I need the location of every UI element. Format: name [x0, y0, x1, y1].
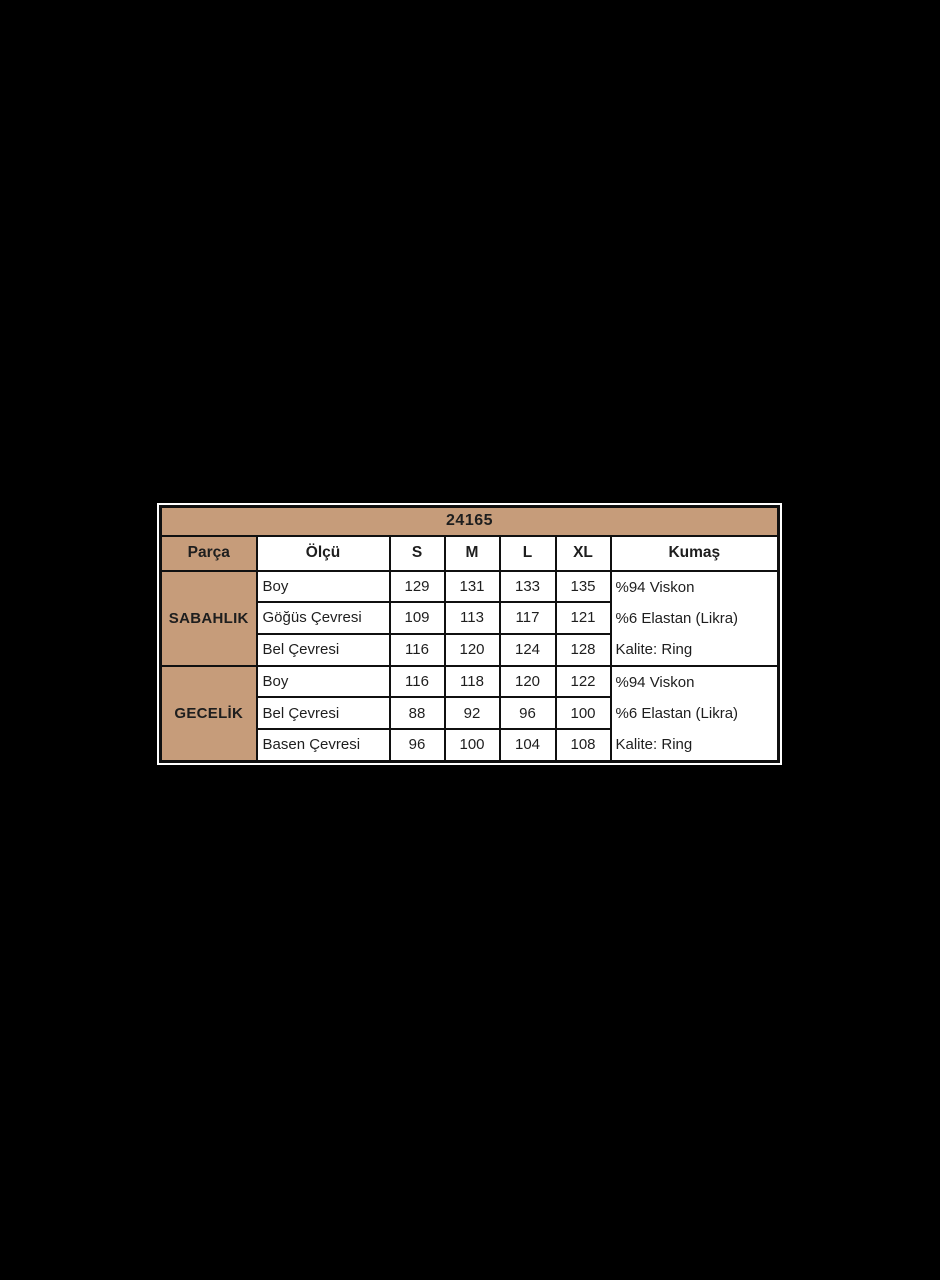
size-value-s: 116 [390, 634, 445, 666]
measure-label: Boy [257, 666, 390, 698]
measure-label: Bel Çevresi [257, 634, 390, 666]
col-header-size-m: M [445, 536, 500, 571]
size-value-xl: 122 [556, 666, 611, 698]
size-value-s: 88 [390, 697, 445, 729]
size-value-m: 113 [445, 602, 500, 634]
title-row [161, 507, 779, 536]
table-row [161, 666, 779, 698]
size-value-xl: 135 [556, 571, 611, 603]
col-header-kumas: Kumaş [611, 536, 779, 571]
fabric-lines [616, 667, 774, 760]
size-value-l: 117 [500, 602, 556, 634]
product-code: 24165 [161, 507, 779, 536]
size-value-m: 92 [445, 697, 500, 729]
measure-label: Boy [257, 571, 390, 603]
size-value-m: 100 [445, 729, 500, 761]
fabric-line: %94 Viskon [615, 578, 695, 596]
size-value-xl: 121 [556, 602, 611, 634]
measure-label: Bel Çevresi [257, 697, 390, 729]
col-header-size-l: L [500, 536, 556, 571]
size-value-l: 120 [500, 666, 556, 698]
fabric-line: %6 Elastan (Likra) [615, 704, 739, 722]
size-value-xl: 108 [556, 729, 611, 761]
measure-label: Göğüs Çevresi [257, 602, 390, 634]
size-value-xl: 128 [556, 634, 611, 666]
fabric-info-gecelik [611, 666, 779, 762]
fabric-line: Kalite: Ring [615, 640, 693, 658]
size-value-s: 96 [390, 729, 445, 761]
size-value-l: 124 [500, 634, 556, 666]
size-value-s: 129 [390, 571, 445, 603]
size-value-m: 118 [445, 666, 500, 698]
size-value-m: 131 [445, 571, 500, 603]
fabric-info-sabahlik [611, 571, 779, 666]
size-chart-table-wrap [157, 503, 782, 765]
measure-label: Basen Çevresi [257, 729, 390, 761]
col-header-size-xl: XL [556, 536, 611, 571]
size-value-l: 133 [500, 571, 556, 603]
fabric-line: %94 Viskon [615, 673, 695, 691]
size-value-xl: 100 [556, 697, 611, 729]
column-header-row [161, 536, 779, 571]
size-value-m: 120 [445, 634, 500, 666]
col-header-size-s: S [390, 536, 445, 571]
group-label-gecelik: GECELİK [161, 666, 257, 762]
group-label-sabahlik: SABAHLIK [161, 571, 257, 666]
col-header-parca: Parça [161, 536, 257, 571]
size-value-l: 96 [500, 697, 556, 729]
size-value-l: 104 [500, 729, 556, 761]
size-value-s: 109 [390, 602, 445, 634]
size-value-s: 116 [390, 666, 445, 698]
size-chart-table [159, 505, 780, 763]
fabric-line: %6 Elastan (Likra) [615, 609, 739, 627]
fabric-line: Kalite: Ring [615, 735, 693, 753]
col-header-olcu: Ölçü [257, 536, 390, 571]
fabric-lines [616, 572, 774, 665]
table-row [161, 571, 779, 603]
